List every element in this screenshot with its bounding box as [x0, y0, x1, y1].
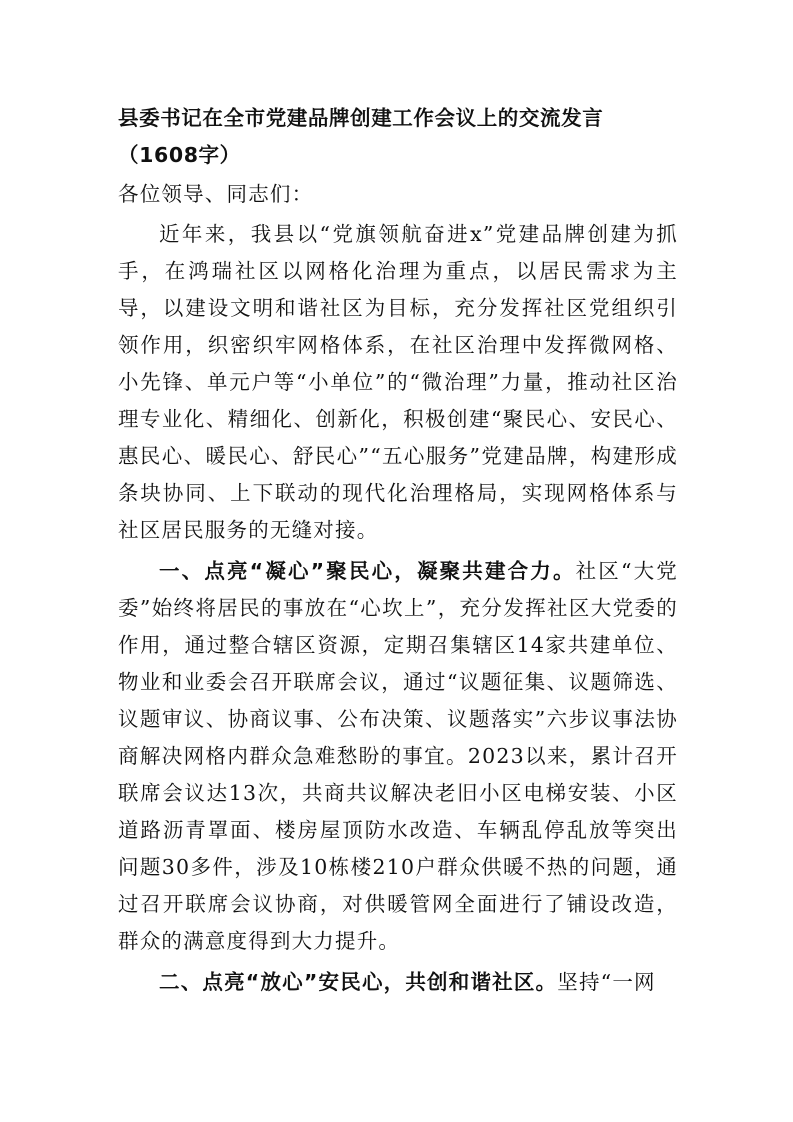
paragraph-text: 近年来，我县以“党旗领航奋进x”党建品牌创建为抓手，在鸿瑞社区以网格化治理为重点，以居民需求为主导，以建设文明和谐社区为目标，充分发挥社区党组织引领作用，织密织牢网格体系，在社区治理中发挥微网格、小先锋、单元户等“小单位”的“微治理”力量，推动社区治理专业化、精细化、创新化，积极创建“聚民心、安民心、惠民心、暖民心、舒民心”“五心服务”党建品牌，构建形成条块协同、上下联动的现代化治理格局，实现网格体系与社区居民服务的无缝对接。 [118, 222, 678, 542]
paragraph-section-1 [118, 553, 678, 960]
document-body [118, 100, 678, 1001]
document-title: 县委书记在全市党建品牌创建工作会议上的交流发言（1608字） [118, 106, 604, 167]
paragraph-intro [118, 216, 678, 549]
paragraph-section-2 [118, 964, 678, 1001]
section-heading-1: 一、点亮“凝心”聚民心，凝聚共建合力。 [159, 559, 576, 583]
paragraph-text: 社区“大党委”始终将居民的事放在“心坎上”，充分发挥社区大党委的作用，通过整合辖区资源，定期召集辖区14家共建单位、物业和业委会召开联席会议，通过“议题征集、议题筛选、议题审议、协商议事、公布决策、议题落实”六步议事法协商解决网格内群众急难愁盼的事宜。2023以来，累计召开联席会议达13次，共商共议解决老旧小区电梯安装、小区道路沥青罩面、楼房屋顶防水改造、车辆乱停乱放等突出问题30多件，涉及10栋楼210户群众供暖不热的问题，通过召开联席会议协商，对供暖管网全面进行了铺设改造，群众的满意度得到大力提升。 [118, 559, 678, 953]
section-heading-2: 二、点亮“放心”安民心，共创和谐社区。 [159, 970, 558, 994]
salutation: 各位领导、同志们： [118, 182, 314, 206]
paragraph-text: 坚持“一网 [557, 970, 656, 994]
